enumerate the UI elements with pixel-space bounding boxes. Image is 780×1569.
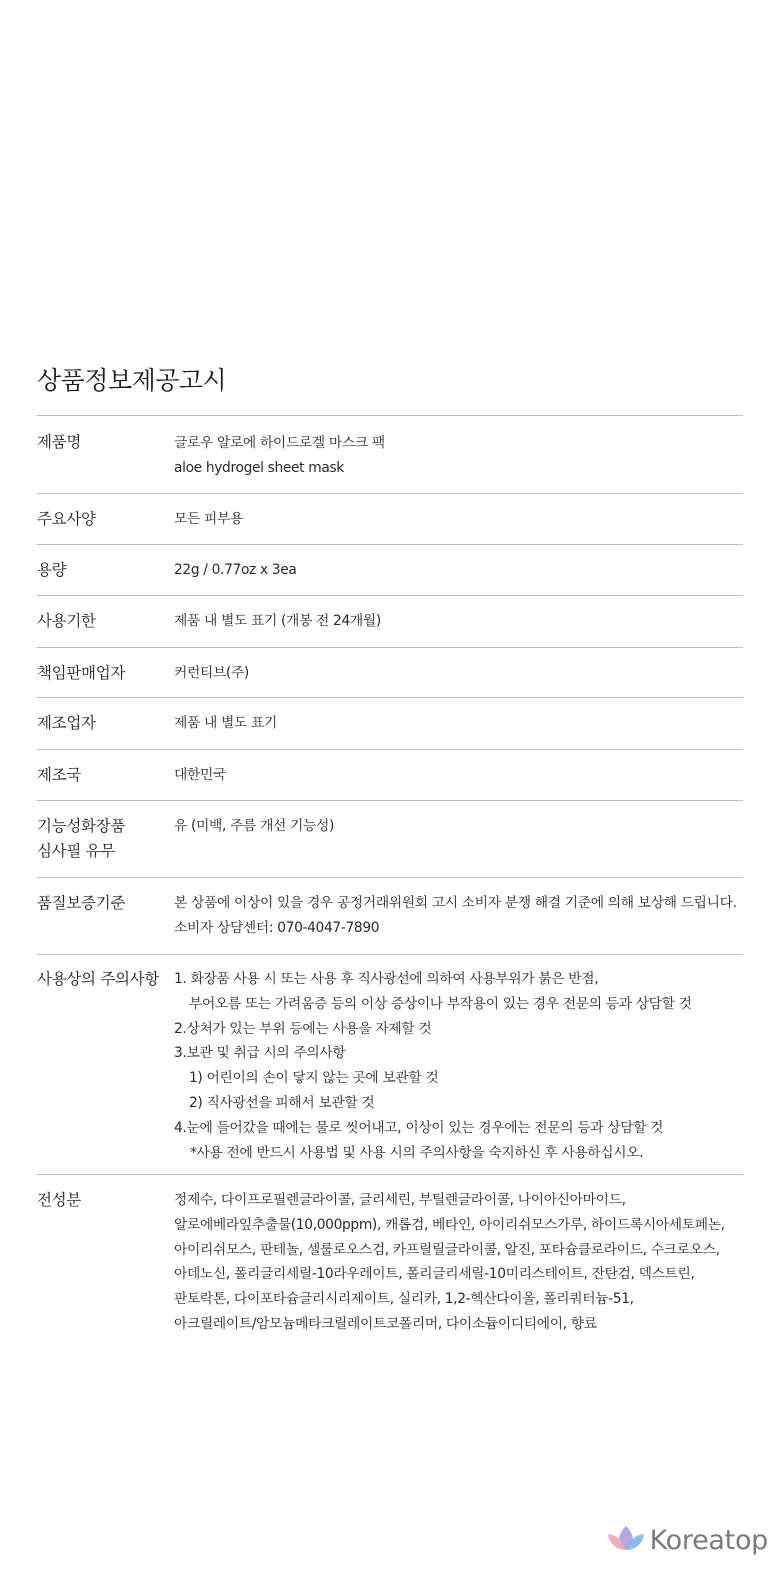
row-label: 사용상의 주의사항 — [37, 970, 160, 988]
row-quality-standard — [37, 878, 743, 955]
row-label: 전성분 — [37, 1191, 82, 1209]
row-value: 1. 화장품 사용 시 또는 사용 후 직사광선에 의하여 사용부위가 붉은 반점, 부어오름 또는 가려움증 등의 이상 증상이나 부작용이 있는 경우 전문의 등과 상담할 것 2.상처가 있는 부위 등에는 사용을 자제할 것 3.보관 및 취급 시의 주의사항 1) 어린이의 손이 닿지 않는 곳에 보관할 것 2) 직사광선을 피해서 보관할 것 4.눈에 들어갔을 때에는 물로 씻어내고, 이상이 있는 경우에는 전문의 등과 상담할 것 *사용 전에 반드시 사용법 및 사용 시의 주의사항을 숙지하신 후 사용하십시오. — [174, 971, 692, 1161]
row-label: 제조업자 — [37, 714, 96, 732]
row-manufacturer — [37, 698, 743, 750]
row-distributor — [37, 648, 743, 698]
row-label: 책임판매업자 — [37, 664, 126, 682]
row-value: 제품 내 별도 표기 — [174, 715, 277, 731]
row-value: 정제수, 다이프로필렌글라이콜, 글리세린, 부틸렌글라이콜, 나이아신아마이드, 알로에베라잎추출물(10,000ppm), 캐롭검, 베타인, 아이리쉬모스가루, 하이드록시아세토페논, 아이리쉬모스, 판테놀, 셀룰로오스검, 카프릴릴글라이콜, 알진, 포타슘클로라이드, 수크로오스, 아데노신, 폴리글리세릴-10라우레이트, 폴리글리세릴-10미리스테이트, 잔탄검, 덱스트린, 판토락톤, 다이포타슘글리시리제이트, 실리카, 1,2-헥산다이올, 폴리쿼터늄-51, 아크릴레이트/암모늄메타크릴레이트코폴리머, 다이소듐이디티에이, 향료 — [174, 1192, 725, 1332]
row-label: 용량 — [37, 561, 67, 579]
row-value: 글로우 알로에 하이드로겔 마스크 팩 aloe hydrogel sheet mask — [174, 435, 385, 476]
row-value: 본 상품에 이상이 있을 경우 공정거래위원회 고시 소비자 분쟁 해결 기준에 의해 보상해 드립니다. 소비자 상담센터: 070-4047-7890 — [174, 895, 737, 936]
row-label: 제품명 — [37, 433, 82, 451]
row-main-spec — [37, 494, 743, 545]
row-ingredients — [37, 1175, 743, 1350]
row-label: 제조국 — [37, 766, 82, 784]
product-info-table — [37, 415, 743, 1350]
row-value: 모든 피부용 — [174, 511, 243, 527]
koreatop-logo — [606, 1523, 768, 1557]
row-volume — [37, 545, 743, 596]
row-label: 품질보증기준 — [37, 894, 126, 912]
section-title: 상품정보제공고시 — [37, 366, 227, 395]
row-value: 커런티브(주) — [174, 665, 249, 681]
lotus-icon — [606, 1523, 646, 1557]
row-functional-cosmetics — [37, 801, 743, 878]
row-label: 기능성화장품 심사필 유무 — [37, 817, 126, 860]
row-label: 사용기한 — [37, 612, 96, 630]
row-value: 대한민국 — [174, 767, 226, 783]
row-product-name — [37, 416, 743, 494]
row-expiration — [37, 596, 743, 648]
row-country — [37, 750, 743, 801]
logo-text: Koreatop — [649, 1524, 768, 1556]
row-precautions — [37, 955, 743, 1175]
row-value: 유 (미백, 주름 개선 기능성) — [174, 818, 335, 834]
row-label: 주요사양 — [37, 510, 96, 528]
row-value: 22g / 0.77oz x 3ea — [174, 562, 297, 578]
row-value: 제품 내 별도 표기 (개봉 전 24개월) — [174, 613, 381, 629]
